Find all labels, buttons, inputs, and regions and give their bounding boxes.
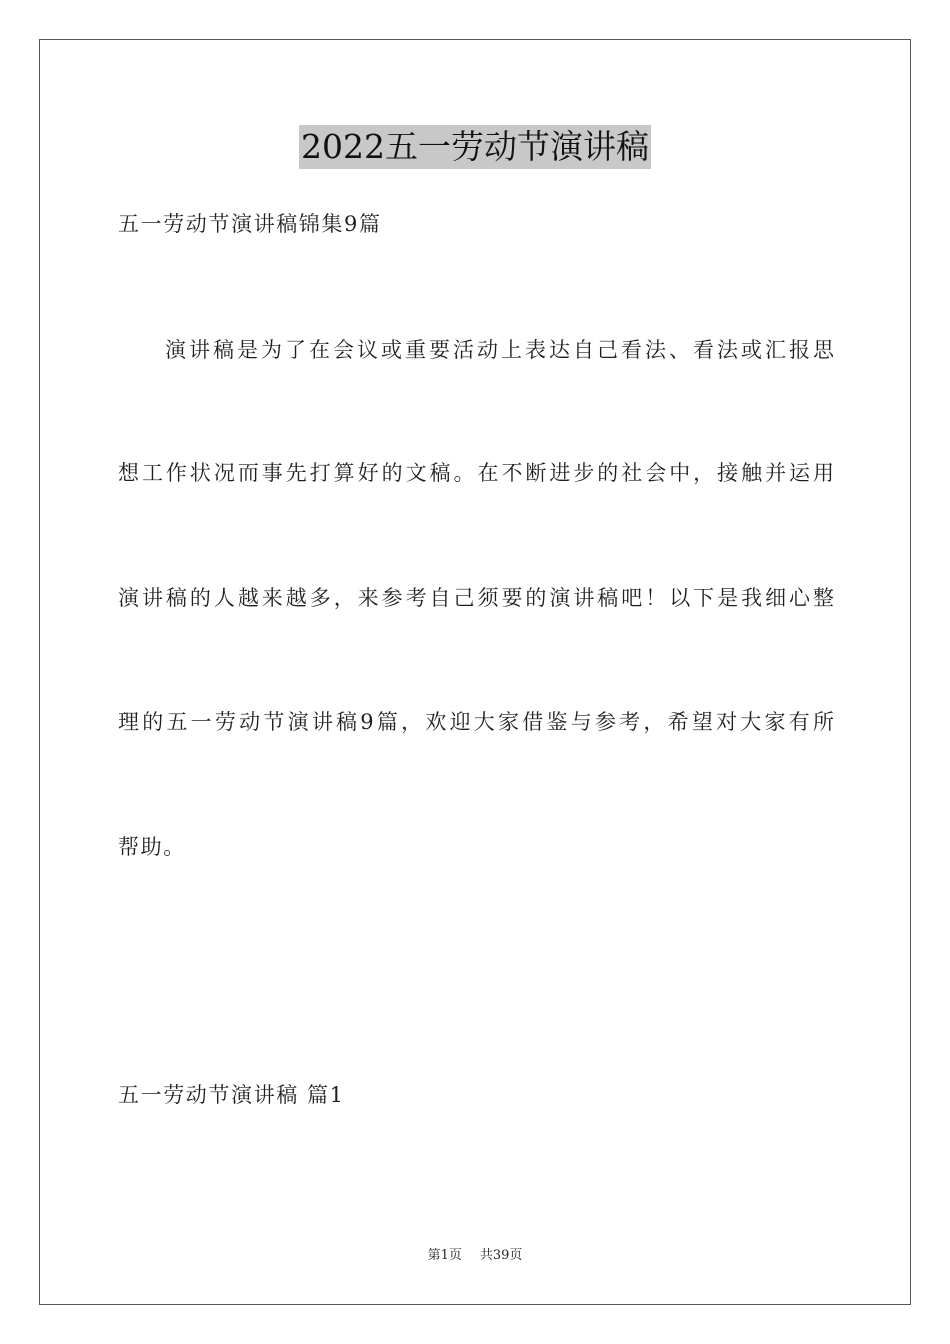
page-total: 共39页 [479,1248,523,1263]
intro-line-3: 演讲稿的人越来越多，来参考自己须要的演讲稿吧！以下是我细心整 [118,586,834,610]
page-number: 第1页 [427,1248,462,1263]
intro-line-5: 帮助。 [118,835,186,859]
document-subtitle: 五一劳动节演讲稿锦集9篇 [118,212,382,236]
title-container [0,125,950,169]
section-heading: 五一劳动节演讲稿 篇1 [118,1083,345,1107]
document-title: 2022五一劳动节演讲稿 [299,125,651,169]
intro-line-1: 演讲稿是为了在会议或重要活动上表达自己看法、看法或汇报思 [165,338,834,362]
intro-line-2: 想工作状况而事先打算好的文稿。在不断进步的社会中，接触并运用 [118,461,834,485]
intro-line-4: 理的五一劳动节演讲稿9篇，欢迎大家借鉴与参考，希望对大家有所 [118,710,834,734]
page-footer [0,1247,950,1265]
